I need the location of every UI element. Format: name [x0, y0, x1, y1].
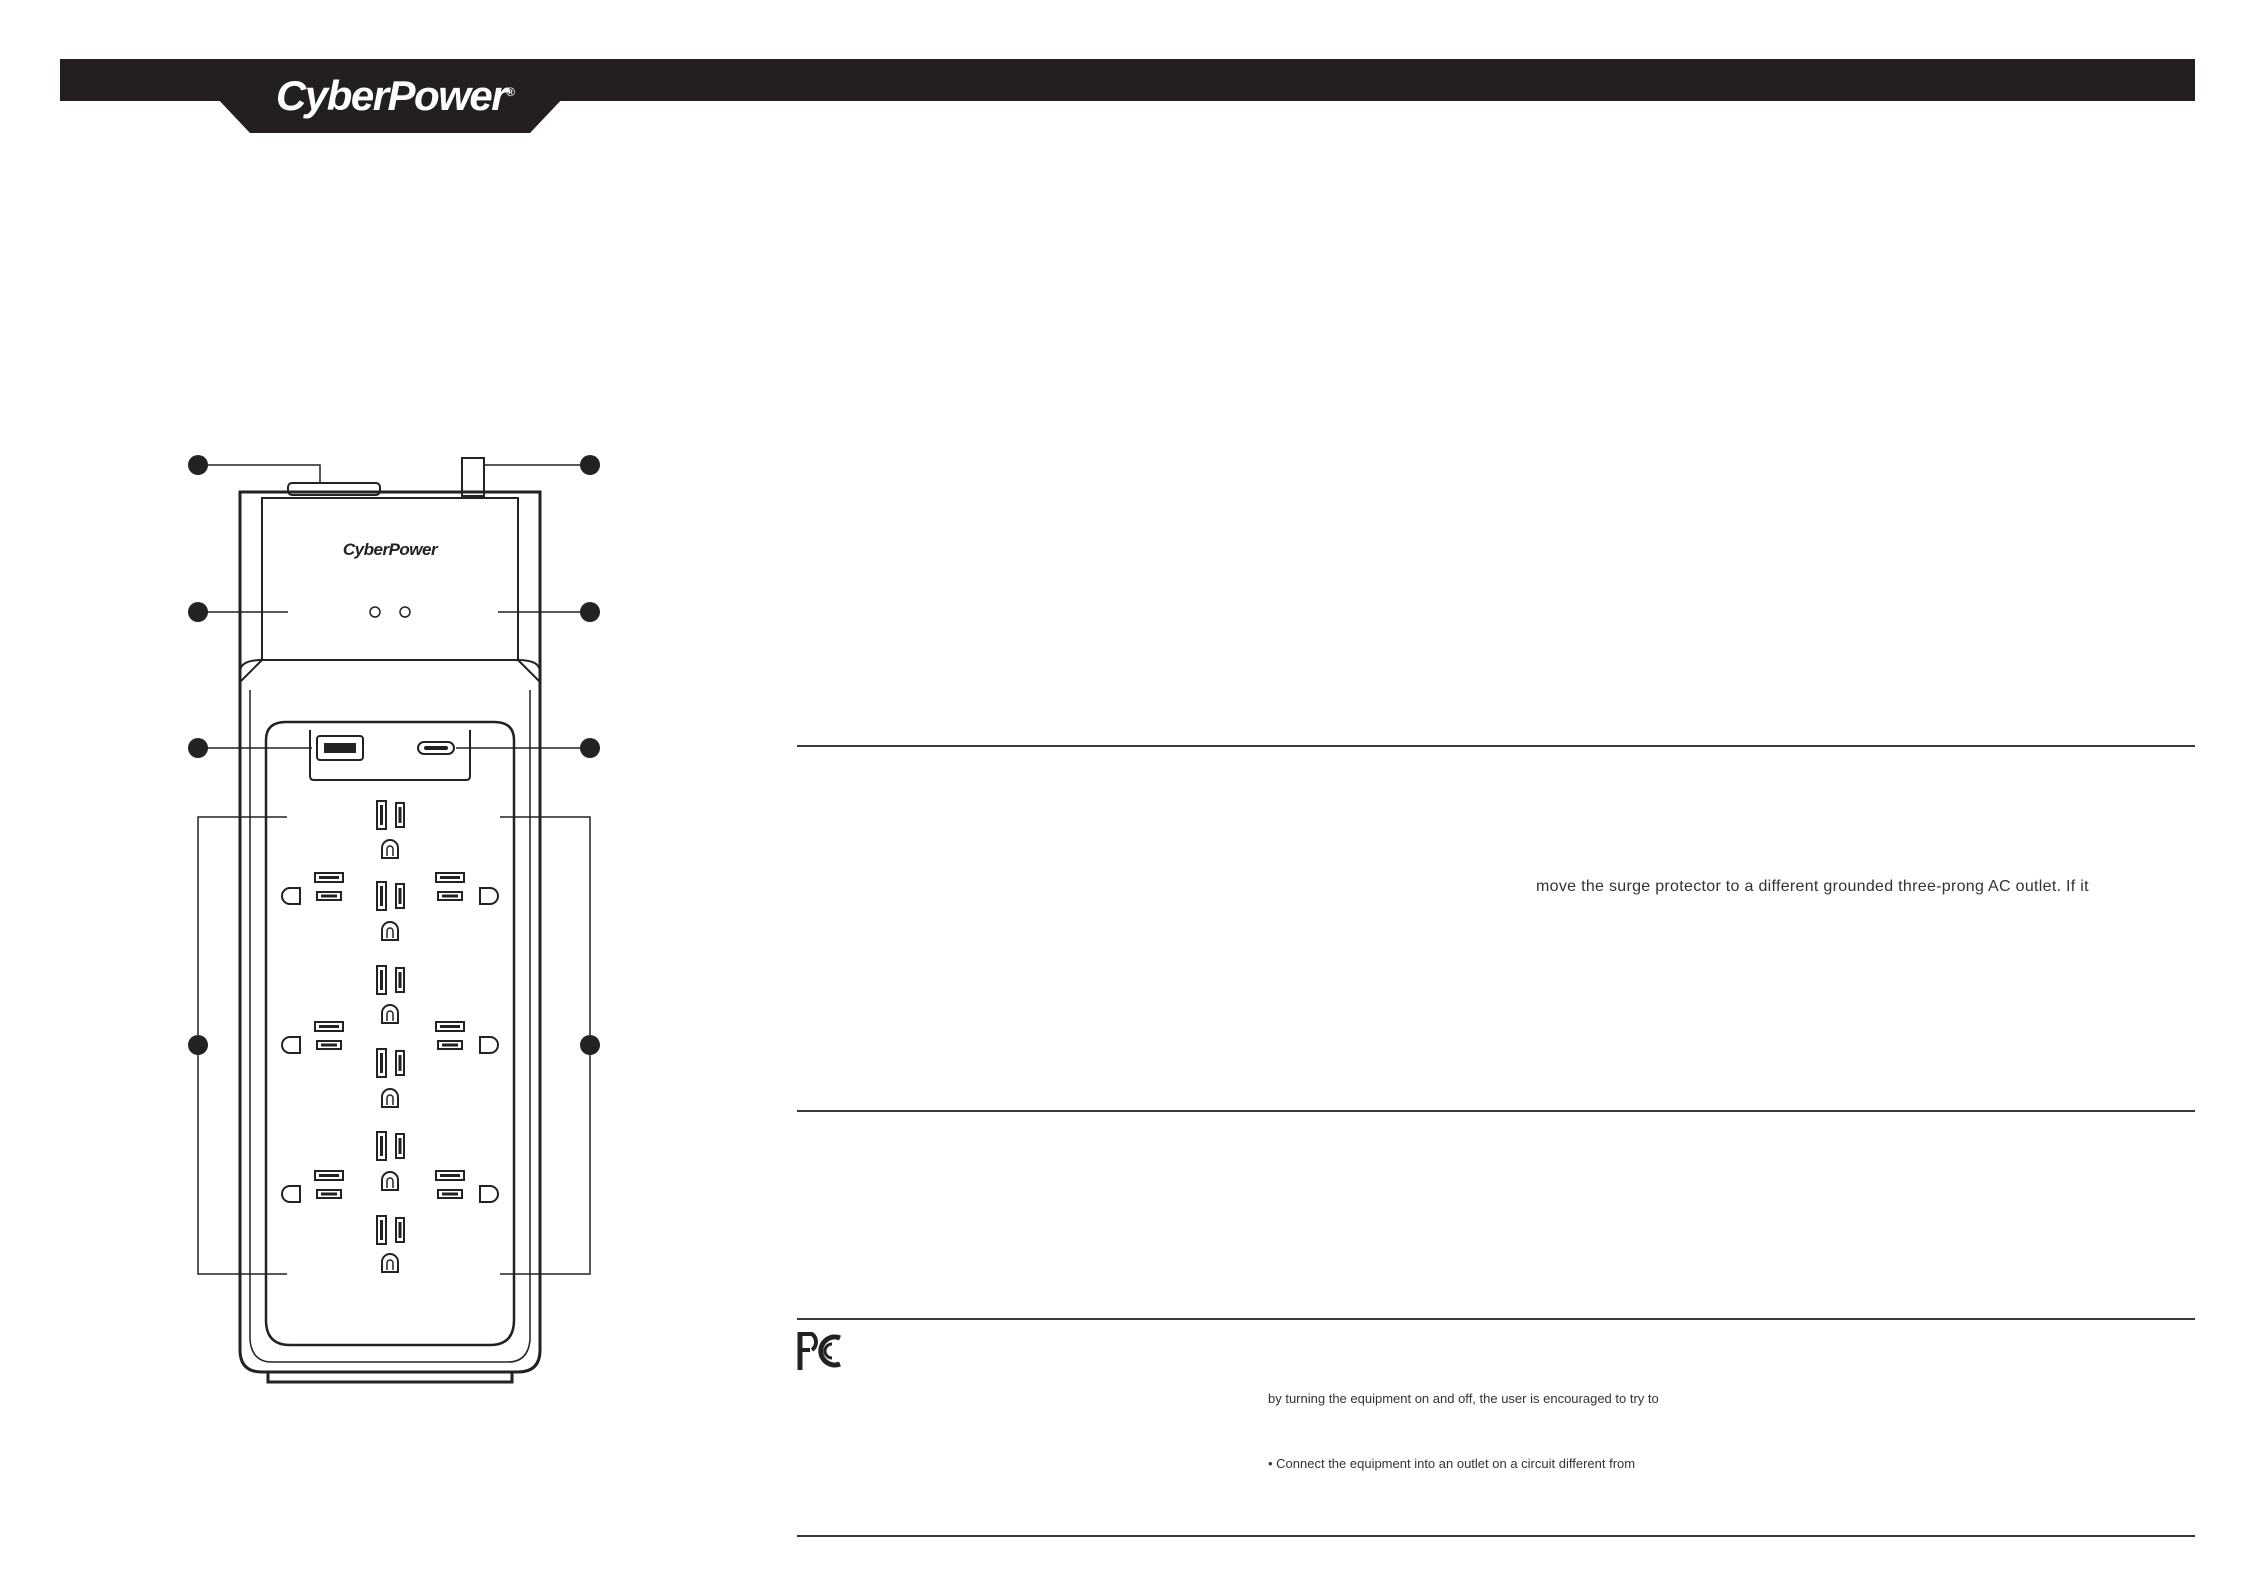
- section-divider: [797, 1110, 2195, 1112]
- ac-outlet: [377, 966, 404, 1023]
- led-indicator: [400, 607, 410, 617]
- ac-outlet: [436, 1171, 498, 1202]
- led-indicator: [370, 607, 380, 617]
- callout-dot: [580, 738, 600, 758]
- section-divider: [797, 1535, 2195, 1537]
- device-brand-logo: CyberPower: [342, 540, 438, 559]
- ac-outlet: [436, 873, 498, 904]
- ac-outlet: [377, 1132, 404, 1190]
- callout-dot: [580, 602, 600, 622]
- section-divider: [797, 745, 2195, 747]
- callout-dot: [188, 1035, 208, 1055]
- section-divider: [797, 1318, 2195, 1320]
- ac-outlet: [377, 1216, 404, 1272]
- callout-dot: [188, 738, 208, 758]
- fcc-logo-icon: [796, 1328, 848, 1372]
- ac-outlet: [282, 1171, 343, 1202]
- ac-outlet: [377, 801, 404, 858]
- callout-dot: [580, 455, 600, 475]
- fcc-bullet-text: • Connect the equipment into an outlet on a circuit different from: [1268, 1456, 1636, 1471]
- callout-dot: [580, 1035, 600, 1055]
- ac-outlet: [282, 873, 343, 904]
- product-diagram: [0, 0, 700, 1587]
- ac-outlet: [377, 1049, 404, 1107]
- power-cord: [462, 458, 484, 496]
- ac-outlet: [436, 1022, 498, 1053]
- top-panel: [262, 498, 518, 660]
- fcc-statement-text: by turning the equipment on and off, the user is encouraged to try to: [1268, 1391, 1659, 1406]
- callout-dot: [188, 455, 208, 475]
- device-body: [240, 492, 540, 1372]
- ac-outlet: [282, 1022, 343, 1053]
- callout-dot: [188, 602, 208, 622]
- outlet-panel: [266, 722, 514, 1345]
- ac-outlet: [377, 882, 404, 940]
- brand-logo: CyberPower®: [276, 72, 514, 119]
- troubleshooting-text: move the surge protector to a different grounded three-prong AC outlet. If it: [1536, 878, 2089, 895]
